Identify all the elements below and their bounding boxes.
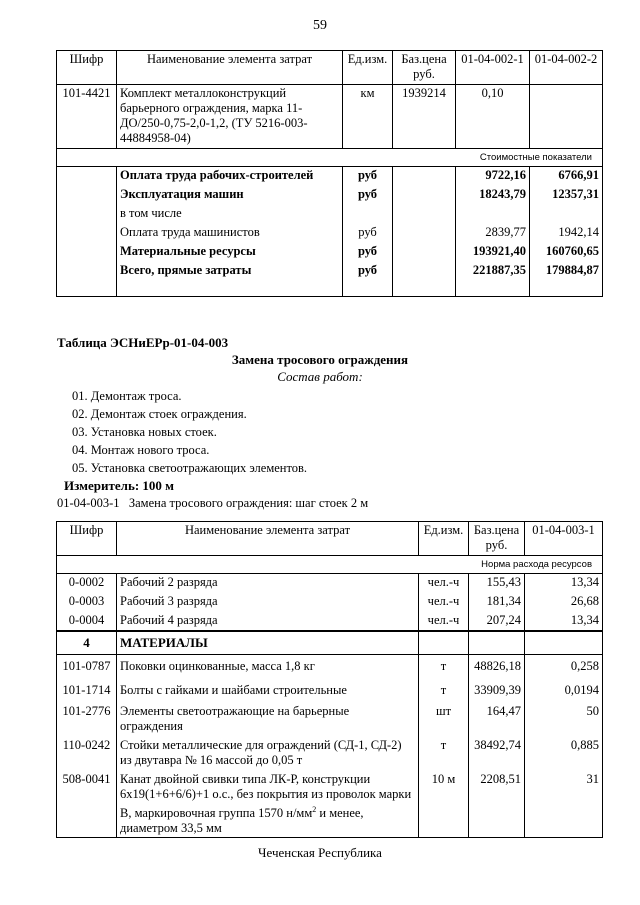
cost-row-value-2: 1942,14: [530, 224, 603, 243]
material-unit: км: [343, 85, 393, 149]
table2-header-unit: Ед.изм.: [419, 522, 469, 556]
material-name: Комплект металлоконструкций барьерного ограждения, марка 11-ДО/250-0,75-2,0-1,2, (ТУ 5216-003-44884958-04): [117, 85, 343, 149]
cost-row-name: в том числе: [117, 205, 343, 224]
table-title: Таблица ЭСНиЕРр-01-04-003: [57, 335, 229, 350]
materials-section-code: 4: [57, 631, 117, 655]
cost-row-unit: руб: [343, 243, 393, 262]
material-price: 1939214: [393, 85, 456, 149]
labor-row: [57, 574, 603, 593]
works-list: [72, 387, 307, 477]
works-item: 02. Демонтаж стоек ограждения.: [72, 407, 247, 421]
cost-row: [57, 186, 603, 205]
labor-name: Рабочий 2 разряда: [117, 574, 419, 593]
material-value: 31: [525, 771, 603, 838]
material-unit: т: [419, 737, 469, 771]
labor-unit: чел.-ч: [419, 612, 469, 631]
resource-table-01-04-003: [56, 521, 603, 838]
materials-section-label: МАТЕРИАЛЫ: [117, 631, 419, 655]
cost-row-name: Эксплуатация машин: [117, 186, 343, 205]
material-name: Элементы светоотражающие на барьерные ограждения: [117, 703, 419, 737]
material-value-2: [530, 85, 603, 149]
footer-region: Чеченская Республика: [258, 845, 382, 860]
table1-header-code: Шифр: [57, 51, 117, 85]
labor-row: [57, 612, 603, 631]
table2-header-price: Баз.цена руб.: [469, 522, 525, 556]
cost-row-unit: руб: [343, 224, 393, 243]
material-name: Канат двойной свивки типа ЛК-Р, конструкции 6х19(1+6+6/6)+1 о.с., без покрытия из проволок марки В, маркировочная группа 1570 $н/мм^2$ и менее, диаметром 33,5 мм: [117, 771, 419, 838]
labor-unit: чел.-ч: [419, 593, 469, 612]
section-title: Замена тросового ограждения: [231, 352, 409, 367]
cost-row-value-2: 6766,91: [530, 167, 603, 186]
table2-header-row: [57, 522, 603, 556]
cost-row-unit: [343, 205, 393, 224]
material-value: 0,258: [525, 655, 603, 679]
labor-row: [57, 593, 603, 612]
material-price: 33909,39: [469, 679, 525, 703]
cost-row-value-1: 9722,16: [456, 167, 530, 186]
labor-name: Рабочий 4 разряда: [117, 612, 419, 631]
material-name: Болты с гайками и шайбами строительные: [117, 679, 419, 703]
labor-price: 207,24: [469, 612, 525, 631]
cost-row-name: Материальные ресурсы: [117, 243, 343, 262]
material-row: [57, 679, 603, 703]
table1-section-label: Стоимостные показатели: [57, 149, 603, 167]
material-value: 0,885: [525, 737, 603, 771]
table2-header-code: Шифр: [57, 522, 117, 556]
table1-header-unit: Ед.изм.: [343, 51, 393, 85]
cost-row-value-1: 221887,35: [456, 262, 530, 281]
material-unit: 10 м: [419, 771, 469, 838]
cost-row-value-1: 18243,79: [456, 186, 530, 205]
table1-header-price: Баз.цена руб.: [393, 51, 456, 85]
material-code: 101-4421: [57, 85, 117, 149]
cost-row: [57, 224, 603, 243]
table2-section-label: Норма расхода ресурсов: [57, 556, 603, 574]
material-row: [57, 703, 603, 737]
material-value: 50: [525, 703, 603, 737]
labor-unit: чел.-ч: [419, 574, 469, 593]
table1-header-norm-1: 01-04-002-1: [456, 51, 530, 85]
labor-name: Рабочий 3 разряда: [117, 593, 419, 612]
cost-row-value-1: [456, 205, 530, 224]
material-code: 101-2776: [57, 703, 117, 737]
material-price: 38492,74: [469, 737, 525, 771]
cost-row-name: Всего, прямые затраты: [117, 262, 343, 281]
works-item: 04. Монтаж нового троса.: [72, 443, 210, 457]
material-price: 164,47: [469, 703, 525, 737]
page-number: 59: [313, 18, 327, 33]
labor-value: 13,34: [525, 574, 603, 593]
table2-header-norm: 01-04-003-1: [525, 522, 603, 556]
material-name: Стойки металлические для ограждений (СД-1, СД-2) из двутавра № 16 массой до 0,05 т: [117, 737, 419, 771]
material-code: 508-0041: [57, 771, 117, 838]
cost-row-value-2: [530, 205, 603, 224]
labor-code: 0-0002: [57, 574, 117, 593]
material-price: 48826,18: [469, 655, 525, 679]
material-row-last: [57, 771, 603, 838]
labor-code: 0-0003: [57, 593, 117, 612]
material-value: 0,0194: [525, 679, 603, 703]
works-item: 05. Установка светоотражающих элементов.: [72, 461, 308, 475]
cost-row-value-2: 160760,65: [530, 243, 603, 262]
materials-section-row: [57, 631, 603, 655]
cost-row-unit: руб: [343, 186, 393, 205]
table1-section-row: [57, 149, 603, 167]
table1-bottom-spacer: [57, 281, 603, 297]
labor-code: 0-0004: [57, 612, 117, 631]
cost-row: [57, 262, 603, 281]
table1-header-row: [57, 51, 603, 85]
cost-row: [57, 205, 603, 224]
norm-line: 01-04-003-1 Замена тросового ограждения: шаг стоек 2 м: [57, 496, 369, 510]
material-code: 110-0242: [57, 737, 117, 771]
works-item: 01. Демонтаж троса.: [72, 389, 182, 403]
labor-value: 13,34: [525, 612, 603, 631]
material-code: 101-0787: [57, 655, 117, 679]
cost-row: [57, 167, 603, 186]
cost-row-name: Оплата труда машинистов: [117, 224, 343, 243]
cost-row-value-2: 179884,87: [530, 262, 603, 281]
labor-price: 155,43: [469, 574, 525, 593]
material-unit: т: [419, 679, 469, 703]
cost-row: [57, 243, 603, 262]
material-row: [57, 737, 603, 771]
labor-price: 181,34: [469, 593, 525, 612]
cost-row-value-2: 12357,31: [530, 186, 603, 205]
table2-section-row: [57, 556, 603, 574]
labor-value: 26,68: [525, 593, 603, 612]
material-code: 101-1714: [57, 679, 117, 703]
material-price: 2208,51: [469, 771, 525, 838]
works-item: 03. Установка новых стоек.: [72, 425, 217, 439]
cost-row-unit: руб: [343, 167, 393, 186]
table1-material-row: [57, 85, 603, 149]
cost-row-unit: руб: [343, 262, 393, 281]
table1-header-norm-2: 01-04-002-2: [530, 51, 603, 85]
material-row: [57, 655, 603, 679]
cost-row-value-1: 2839,77: [456, 224, 530, 243]
cost-row-name: Оплата труда рабочих-строителей: [117, 167, 343, 186]
meter: Измеритель: 100 м: [64, 478, 175, 493]
table2-header-name: Наименование элемента затрат: [117, 522, 419, 556]
cost-table-01-04-002: [56, 50, 603, 297]
works-heading: Состав работ:: [277, 369, 363, 384]
table1-header-name: Наименование элемента затрат: [117, 51, 343, 85]
material-name: Поковки оцинкованные, масса 1,8 кг: [117, 655, 419, 679]
material-unit: т: [419, 655, 469, 679]
cost-row-value-1: 193921,40: [456, 243, 530, 262]
material-unit: шт: [419, 703, 469, 737]
material-value-1: 0,10: [456, 85, 530, 149]
